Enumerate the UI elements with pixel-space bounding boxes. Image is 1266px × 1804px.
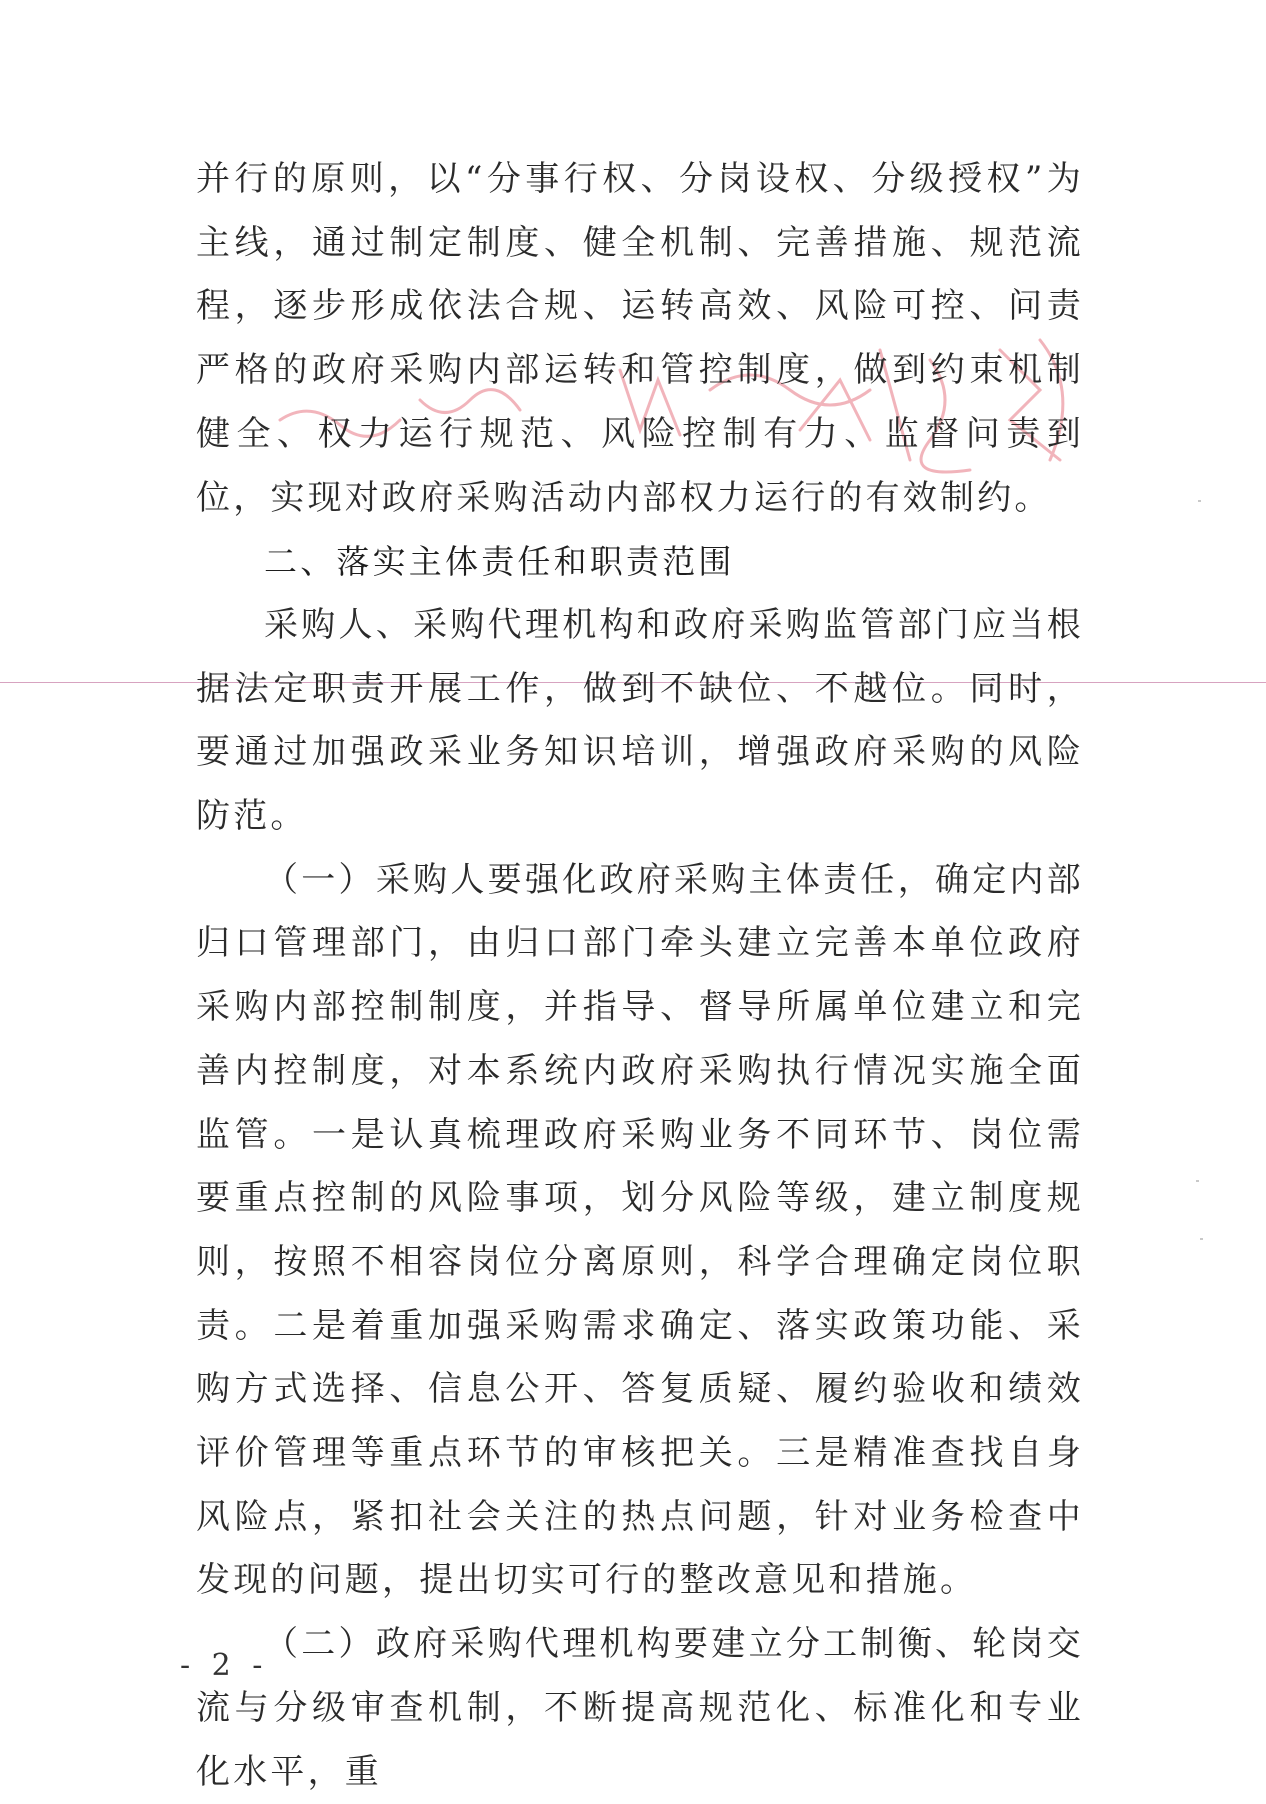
paragraph-principle: 并行的原则，以“分事行权、分岗设权、分级授权”为主线，通过制定制度、健全机制、完善措施、规范流程，逐步形成依法合规、运转高效、风险可控、问责严格的政府采购内部运转和管控制度，做到约束机制健全、权力运行规范、风险控制有力、监督问责到位，实现对政府采购活动内部权力运行的有效制约。 <box>196 159 1084 518</box>
scan-speck <box>1200 1238 1203 1240</box>
paragraph-purchaser: （一）采购人要强化政府采购主体责任，确定内部归口管理部门，由归口部门牵头建立完善本单位政府采购内部控制制度，并指导、督导所属单位建立和完善内控制度，对本系统内政府采购执行情况实施全面监管。一是认真梳理政府采购业务不同环节、岗位需要重点控制的风险事项，划分风险等级，建立制度规则，按照不相容岗位分离原则，科学合理确定岗位职责。二是着重加强采购需求确定、落实政策功能、采购方式选择、信息公开、答复质疑、履约验收和绩效评价管理等重点环节的审核把关。三是精准查找自身风险点，紧扣社会关注的热点问题，针对业务检查中发现的问题，提出切实可行的整改意见和措施。 <box>196 859 1084 1601</box>
paragraph-responsibilities: 采购人、采购代理机构和政府采购监管部门应当根据法定职责开展工作，做到不缺位、不越位。同时，要通过加强政采业务知识培训，增强政府采购的风险防范。 <box>196 604 1084 837</box>
section-heading: 二、落实主体责任和职责范围 <box>264 542 735 582</box>
scan-speck <box>1198 500 1201 502</box>
page-number: - 2 - <box>180 1648 269 1683</box>
scan-speck <box>1196 1180 1199 1182</box>
paragraph-agency: （二）政府采购代理机构要建立分工制衡、轮岗交流与分级审查机制，不断提高规范化、标准化和专业化水平，重 <box>196 1624 1084 1792</box>
document-body <box>196 148 1084 1804</box>
